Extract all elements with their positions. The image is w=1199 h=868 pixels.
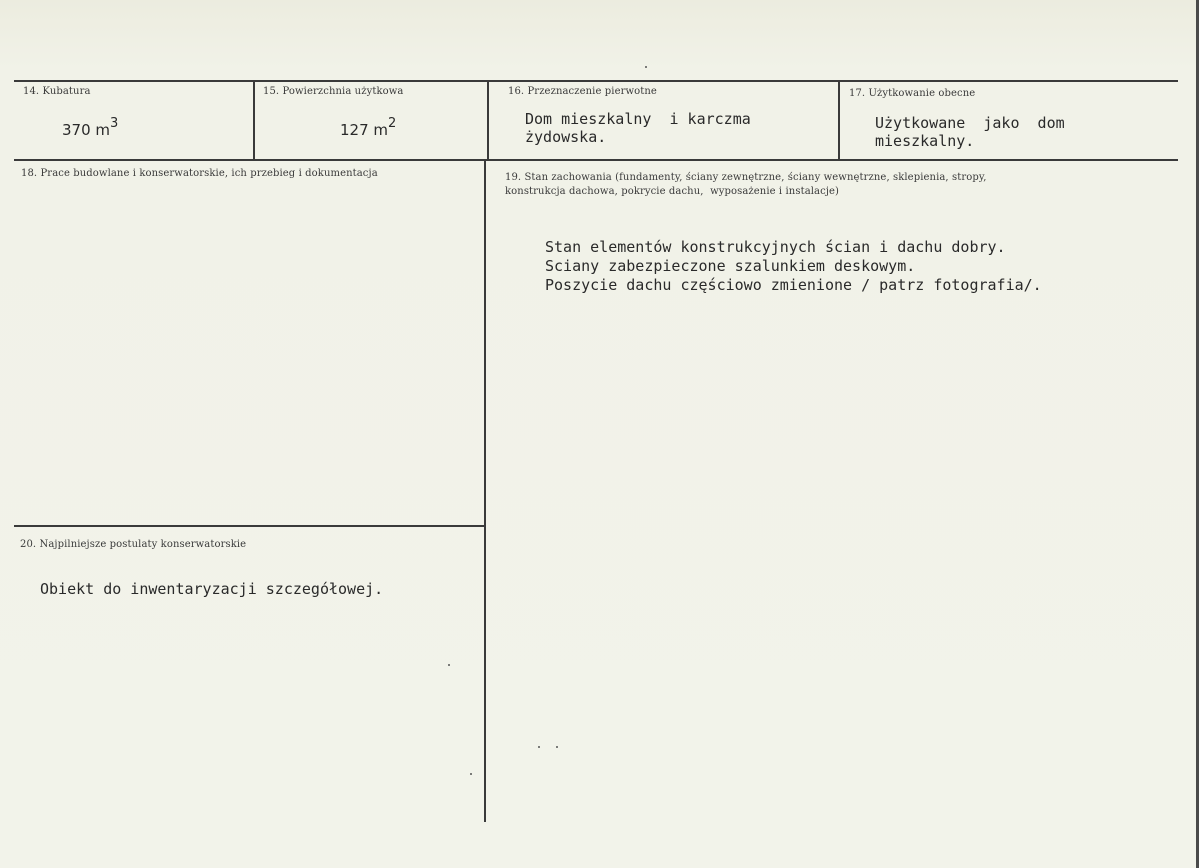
field-19-line-1: Stan elementów konstrukcyjnych ścian i dachu dobry.: [545, 238, 1006, 256]
field-20-label: 20. Najpilniejsze postulaty konserwatorskie: [20, 539, 247, 550]
col-divider-1: [253, 80, 255, 160]
field-20-value: Obiekt do inwentaryzacji szczegółowej.: [40, 580, 384, 598]
center-divider: [484, 160, 486, 822]
scan-speck: [538, 746, 540, 748]
scan-speck: [645, 66, 647, 68]
field-14-label: 14. Kubatura: [23, 86, 91, 97]
field-19-label-line-1: 19. Stan zachowania (fundamenty, ściany zewnętrzne, ściany wewnętrzne, sklepienia, stropy,: [505, 172, 987, 183]
row-divider: [14, 159, 1178, 161]
field-14-number: 370 m: [62, 121, 111, 139]
field-17-label: 17. Użytkowanie obecne: [849, 88, 976, 99]
field-16-line-1: Dom mieszkalny i karczma: [525, 110, 751, 128]
field-17-line-1: Użytkowane jako dom: [875, 114, 1065, 132]
field-15-number: 127 m: [340, 121, 389, 139]
field-14-value: [62, 116, 119, 140]
field-19-label-line-2: konstrukcja dachowa, pokrycie dachu, wyposażenie i instalacje): [505, 186, 840, 197]
field-17-line-2: mieszkalny.: [875, 132, 975, 150]
field-19-line-3: Poszycie dachu częściowo zmienione / patrz fotografia/.: [545, 276, 1042, 294]
col-divider-2: [487, 80, 489, 160]
section-20-divider: [14, 525, 485, 527]
field-16-line-2: żydowska.: [525, 128, 607, 146]
scan-speck: [448, 664, 450, 666]
scan-speck: [470, 773, 472, 775]
field-18-label: 18. Prace budowlane i konserwatorskie, ich przebieg i dokumentacja: [21, 168, 378, 179]
field-14-unit-exponent: 3: [110, 116, 119, 131]
field-15-label: 15. Powierzchnia użytkowa: [263, 86, 404, 97]
field-15-unit-exponent: 2: [388, 116, 397, 131]
field-15-value: [340, 116, 397, 140]
col-divider-3: [838, 80, 840, 160]
scan-speck: [556, 746, 558, 748]
field-16-label: 16. Przeznaczenie pierwotne: [508, 86, 657, 97]
field-19-line-2: Sciany zabezpieczone szalunkiem deskowym.: [545, 257, 916, 275]
top-rule: [14, 80, 1178, 82]
